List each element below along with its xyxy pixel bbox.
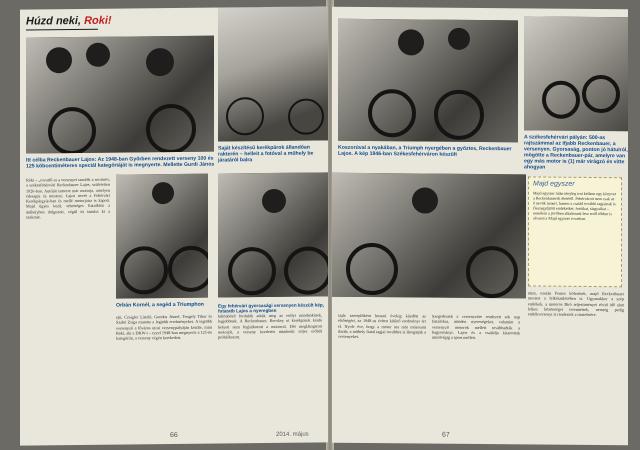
right-page (332, 7, 628, 446)
body-column-6: mint, ezután Fenies kölcsönét, majd Reckenbauer mestert a felkészülésében is. Ugyanakkor a szép emlékek, a motoros Bíró teljesítményei rövid idő alatt lelkes közönséget teremtettek, nemrég pedig emlékversenyt is rendeztek a tiszteletére. (528, 290, 624, 318)
footer-date: 2014. május (276, 431, 309, 438)
photo-racers-group (26, 36, 214, 154)
photo-young-rider (218, 172, 328, 297)
photo-rider-closeup (332, 173, 526, 299)
body-column-2: ejti, Czeigler László, Gondos József, Tengely Tibor és Szabó Zsiga mutatta a legjobb eredményeket. A legtöbb versenyző a főváros utcai versenypályáján kezdte, mint Róki, aki a DKW-t – ezzel 1948-ban megnyerte a 125-ös kategóriát, a verseny végén kerekedett. (116, 313, 212, 341)
photo-rider-triumph (116, 174, 208, 299)
photo-caption-1: Itt célba Reckenbauer Lajos: Az 1948-ban Győrben rendezett verseny 100 és 125 köbcentiméteres speciál kategóriáját is megnyerte. Mellette Gurdi János (26, 155, 215, 170)
body-column-4: saját szereplőként hosszú évekig küzdött az elsőségért, az 1948-as évben kitűnő eredményt ért el. Nyolc éve, hogy a motor ma már múzeumi darab; a műhely fiatal tagjai továbbra is látogatják a versenyeket. (338, 312, 426, 340)
sidebar-box (528, 176, 622, 287)
body-column-1: Róki – „rovatfő-ra a versenyei tanulék a rovatnév, a székesfehérvári Reckenbauer Lajos, születetten 1926-ban. Autóját ismerte már motorja, amelyen édesapja és mestere, Lajos nevét a Fehérvári Kerékpárgyár-ban és mellé motorjaira is kapott. Majd ügyes kezű, tehetséges fiatalként a műhelyben dolgozott, végül itt tanulta ki a szakmát. (26, 176, 110, 220)
page-number-left: 66 (170, 431, 178, 440)
photo-caption-5: Koszorúval a nyakában, a Triumph nyergében a győztes, Reckenbauer Lajos. A kép 1946-ban Székesfehérváron készült (338, 144, 512, 158)
photo-bicycle-shop (218, 6, 328, 141)
photo-track-race (524, 16, 628, 131)
title-rule (26, 29, 98, 31)
sidebar-title: Majd egyszer (533, 180, 575, 188)
body-column-5: Szegedeztek a versenyzőre rendezett sok nap fiatalokra, minden nyereségeket, valamint a versenyző motorok mellett továbbadták a hagyományt. Lajos és a családja kitartottak mindvégig a sport mellett. (432, 313, 520, 341)
sidebar-text: Majd egyszer talán tényleg írni kellene egy könyvet a Reckenbauerek életéről. Fehérvárott nem csak az ő nevük ismert, hanem a család további tagjainak is. Összegyűjtött emlékeiket, fotóikat, tárgyaikat – remélem a jövőben alkalmunk lesz erről többet is olvasni a Majd egyszer rovatban. (533, 190, 617, 221)
photo-caption-6: A székesfehérvári pályán: 500-as rajtszámmal az ifjabb Reckenbauer, a versenyen. Gyorsaság, ponton jó hátulról, mögötte a Reckenbauer-pár, amelyre van egy más motor is (1) már virágzó és vitte ahogyan (524, 134, 628, 171)
photo-caption-2: Saját készítésű kerékpárok állandóan rakterén – helleit a fotóval a műhely be járatáról balra (218, 144, 314, 164)
photo-caption-3: Orbán Kornél, a segéd a Triumphon (116, 301, 204, 309)
page-number-right: 67 (442, 431, 450, 439)
title-main: Húzd neki, (26, 14, 82, 28)
left-page (20, 6, 328, 445)
photo-caption-4: Egy fehérvári gyorsasági versenyen készült kép, futatatb Lajos a nyeregben (218, 302, 324, 314)
body-column-3: különböző fordulók adták meg az esélyt mindenkinek, legjobbnak. A Reckenbauer, Becskey ot kerékpárok kiadó helyett nem foglalkozott a motorral. Hét meglátogatott motorját, a verseny kezdetén mindenki teljes erőből próbálkozott. (218, 312, 322, 340)
article-title (26, 15, 112, 28)
title-accent: Roki! (84, 14, 112, 27)
photo-winner-triumph (338, 19, 518, 143)
